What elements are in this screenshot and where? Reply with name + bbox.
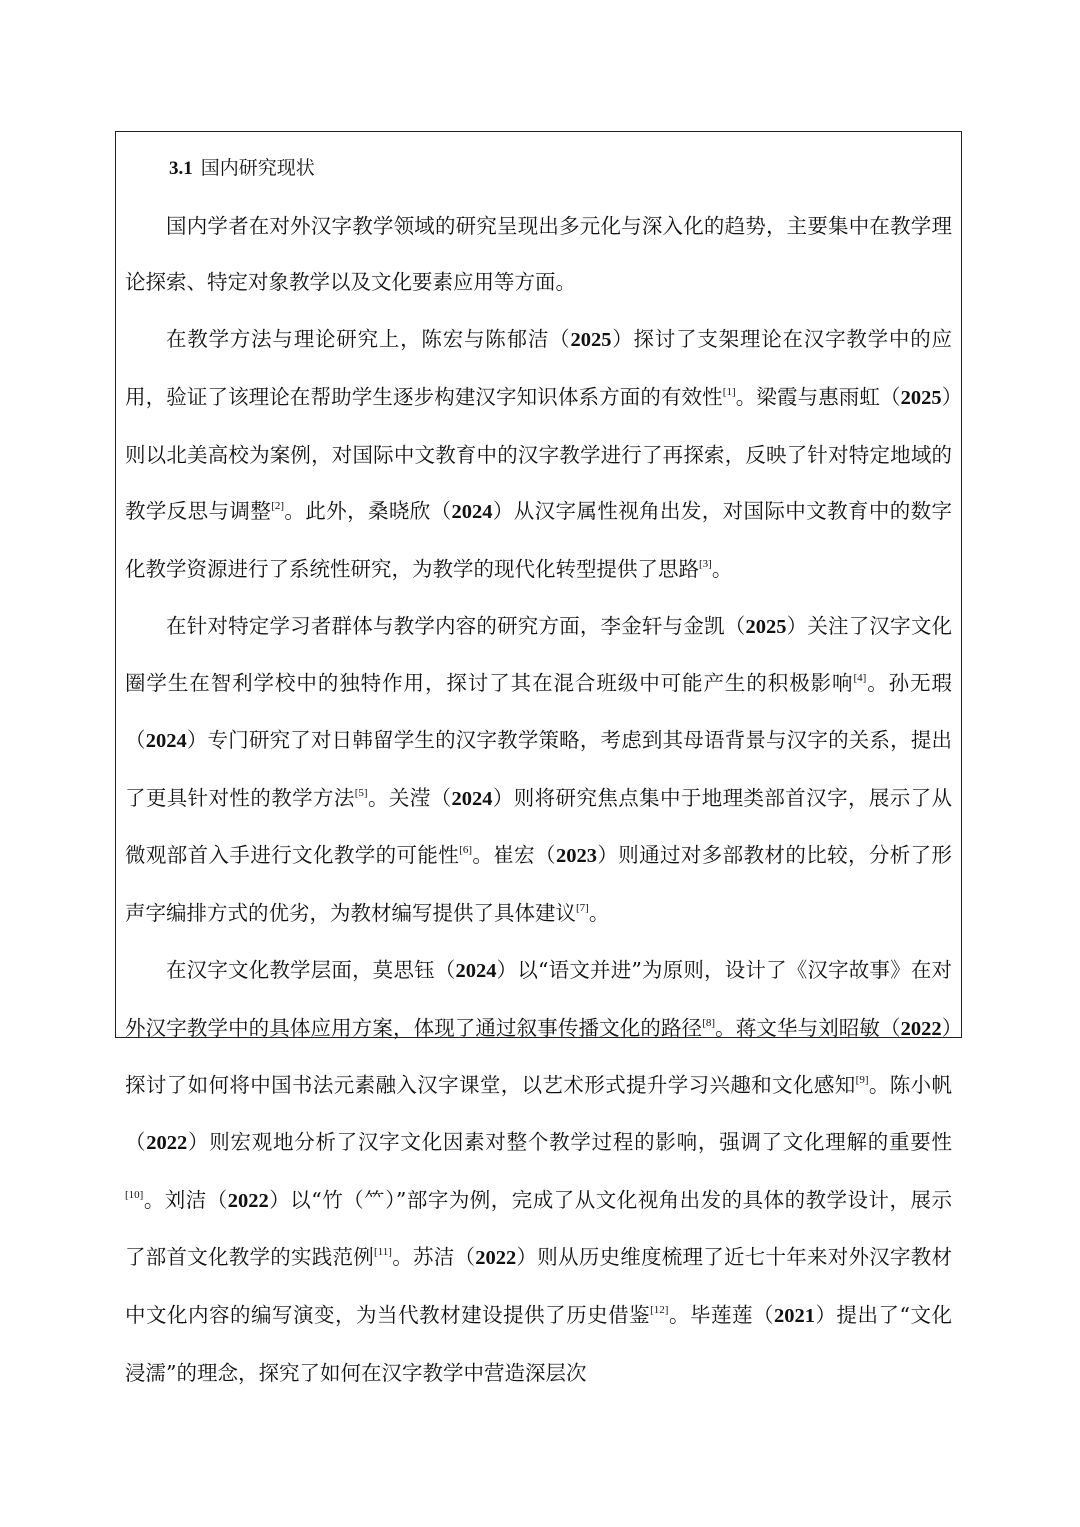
citation-year: 2022 [227, 1189, 269, 1212]
paragraph-text: 在汉字文化教学层面，莫思钰（ [166, 957, 456, 982]
paragraph-text: ）则通过对多部教材的比较，分析了形声字编排方式的优劣，为教材编写提供了具体建议 [125, 843, 953, 926]
citation-ref: [7] [576, 902, 589, 915]
body-paragraph [125, 598, 952, 942]
paragraph-text: ）专门研究了对日韩留学生的汉字教学策略，考虑到其母语背景与汉字的关系，提出了更具针对性的教学方法 [125, 728, 953, 810]
paragraph-text: 。关滢（ [367, 785, 452, 810]
citation-ref: [9] [855, 1074, 869, 1087]
paragraph-text: 。 [711, 556, 733, 581]
section-number: 3.1 [169, 158, 193, 179]
citation-ref: [1] [722, 385, 736, 398]
citation-year: 2025 [745, 615, 787, 638]
paragraph-text: 。毕莲莲（ [668, 1303, 774, 1328]
paragraph-text: ）则以北美高校为案例，对国际中文教育中的汉字教学进行了再探索，反映了针对特定地域的教学反思与调整 [125, 384, 953, 524]
content-frame [115, 131, 962, 1385]
paragraph-text: ）则宏观地分析了汉字文化因素对整个教学过程的影响，强调了文化理解的重要性 [187, 1129, 953, 1154]
paragraph-text: ）则将研究焦点集中于地理类部首汉字，展示了从微观部首入手进行文化教学的可能性 [125, 785, 953, 868]
citation-ref: [12] [650, 1304, 669, 1317]
citation-year: 2024 [145, 730, 187, 753]
citation-ref: [2] [271, 500, 285, 513]
body-paragraph [125, 942, 952, 1402]
citation-ref: [8] [702, 1016, 716, 1029]
paragraph-text: ）关注了汉字文化圈学生在智利学校中的独特作用，探讨了其在混合班级中可能产生的积极影响 [125, 613, 953, 696]
paragraph-text: 。孙无瑕（ [125, 671, 952, 753]
paragraph-text: ）探讨了支架理论在汉字教学中的应用，验证了该理论在帮助学生逐步构建汉字知识体系方面的有效性 [125, 327, 953, 409]
citation-year: 2024 [455, 959, 497, 982]
paragraph-text: 。刘洁（ [143, 1187, 228, 1212]
paragraph-text: 。 [588, 901, 610, 926]
paragraph-text: 。蒋文华与刘昭敏（ [715, 1015, 901, 1040]
citation-year: 2024 [451, 787, 493, 810]
citation-year: 2025 [570, 329, 612, 352]
paragraph-text: ）以“语文并进”为原则，设计了《汉字故事》在对外汉字教学中的具体应用方案，体现了通过叙事传播文化的路径 [125, 957, 953, 1040]
citation-ref: [11] [374, 1246, 392, 1259]
citation-year: 2022 [475, 1247, 517, 1270]
citation-ref: [10] [125, 1188, 144, 1201]
paragraph-text: 。苏洁（ [391, 1245, 476, 1270]
paragraph-text: ）从汉字属性视角出发，对国际中文教育中的数字化教学资源进行了系统性研究，为教学的现代化转型提供了思路 [125, 499, 953, 581]
paragraph-text: 。崔宏（ [472, 843, 556, 868]
paragraph-text: 。此外，桑晓欣（ [284, 499, 452, 524]
document-body [125, 140, 952, 1401]
section-title: 国内研究现状 [200, 157, 315, 179]
citation-year: 2021 [773, 1305, 815, 1328]
paragraph-text: ）提出了“文化浸濡”的理念，探究了如何在汉字教学中营造深层次 [125, 1303, 952, 1385]
body-paragraph [125, 311, 952, 598]
citation-ref: [4] [853, 672, 867, 685]
citation-year: 2025 [900, 386, 942, 409]
body-paragraph [125, 198, 952, 311]
section-heading [125, 140, 952, 198]
paragraph-text: 。陈小帆（ [125, 1073, 953, 1154]
citation-year: 2022 [900, 1017, 942, 1040]
citation-ref: [6] [459, 844, 473, 857]
paragraph-text: 。梁霞与惠雨虹（ [735, 384, 901, 409]
citation-ref: [3] [699, 557, 712, 570]
citation-year: 2023 [555, 845, 597, 868]
paragraph-text: ）则从历史维度梳理了近七十年来对外汉字教材中文化内容的编写演变，为当代教材建设提供了历史借鉴 [125, 1245, 953, 1328]
paragraph-list [125, 198, 952, 1402]
paragraph-text: ）以“竹（⺮）”部字为例，完成了从文化视角出发的具体的教学设计，展示了部首文化教学的实践范例 [125, 1187, 952, 1270]
paragraph-text: ）探讨了如何将中国书法元素融入汉字课堂，以艺术形式提升学习兴趣和文化感知 [125, 1015, 953, 1098]
paragraph-text: 在针对特定学习者群体与教学内容的研究方面，李金轩与金凯（ [166, 613, 746, 638]
citation-year: 2024 [451, 501, 493, 524]
citation-ref: [5] [354, 786, 368, 799]
paragraph-text: 国内学者在对外汉字教学领域的研究呈现出多元化与深入化的趋势，主要集中在教学理论探索、特定对象教学以及文化要素应用等方面。 [125, 213, 952, 295]
paragraph-text: 在教学方法与理论研究上，陈宏与陈郁洁（ [166, 327, 571, 352]
citation-year: 2022 [146, 1131, 188, 1154]
